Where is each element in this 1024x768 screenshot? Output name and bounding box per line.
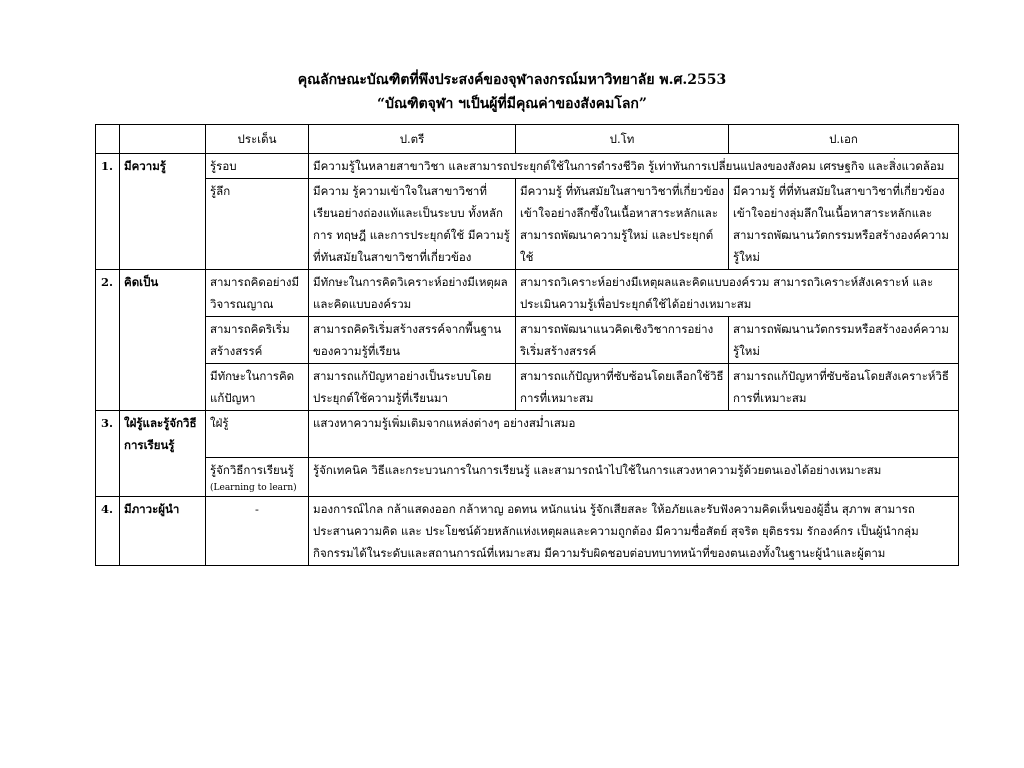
title-block (0, 68, 1024, 116)
attributes-table (95, 124, 959, 566)
table-row (96, 497, 959, 566)
doctorate-cell: สามารถพัฒนานวัตกรรมหรือสร้างองค์ความรู้ใหม่ (729, 317, 959, 364)
header-row (96, 125, 959, 154)
bachelor-cell: สามารถแก้ปัญหาอย่างเป็นระบบโดยประยุกต์ใช้ความรู้ที่เรียนมา (309, 364, 516, 411)
all-levels-cell: แสวงหาความรู้เพิ่มเติมจากแหล่งต่างๆ อย่างสม่ำเสมอ (309, 411, 959, 458)
table-row (96, 270, 959, 317)
all-levels-cell: รู้จักเทคนิค วิธีและกระบวนการในการเรียนรู้ และสามารถนำไปใช้ในการแสวงหาความรู้ด้วยตนเองได้อย่างเหมาะสม (309, 458, 959, 497)
section-number: 3. (96, 411, 120, 497)
issue-note: (Learning to learn) (210, 483, 297, 493)
bachelor-cell: มีทักษะในการคิดวิเคราะห์อย่างมีเหตุผลและคิดแบบองค์รวม (309, 270, 516, 317)
table-row (96, 154, 959, 179)
table-row (96, 179, 959, 270)
header-category-cell (120, 125, 206, 154)
issue-label: รู้จักวิธีการเรียนรู้ (210, 463, 294, 477)
section-name: มีภาวะผู้นำ (120, 497, 206, 566)
issue-cell: - (206, 497, 309, 566)
bachelor-cell: มีความ รู้ความเข้าใจในสาขาวิชาที่เรียนอย่างถ่องแท้และเป็นระบบ ทั้งหลักการ ทฤษฎี และการประยุกต์ใช้ มีความรู้ที่ทันสมัยในสาขาวิชาที่เกี่ยวข้อง (309, 179, 516, 270)
master-cell: สามารถพัฒนาแนวคิดเชิงวิชาการอย่างริเริ่มสร้างสรรค์ (516, 317, 729, 364)
doctorate-cell: มีความรู้ ที่ที่ทันสมัยในสาขาวิชาที่เกี่ยวข้อง เข้าใจอย่างลุ่มลึกในเนื้อหาสาระหลักและสามารถพัฒนานวัตกรรมหรือสร้างองค์ความรู้ใหม่ (729, 179, 959, 270)
header-num-cell (96, 125, 120, 154)
all-levels-cell: มองการณ์ไกล กล้าแสดงออก กล้าหาญ อดทน หนักแน่น รู้จักเสียสละ ให้อภัยและรับฟังความคิดเห็นของผู้อื่น สุภาพ สามารถประสานความคิด และ ประโยชน์ด้วยหลักแห่งเหตุผลและความถูกต้อง มีความซื่อสัตย์ สุจริต ยุติธรรม รักองค์กร เป็นผู้นำกลุ่มกิจกรรมได้ในระดับและสถานการณ์ที่เหมาะสม มีความรับผิดชอบต่อบทบาทหน้าที่ของตนเองทั้งในฐานะผู้นำและผู้ตาม (309, 497, 959, 566)
document-subtitle: “บัณฑิตจุฬา ฯเป็นผู้ที่มีคุณค่าของสังคมโลก” (377, 96, 647, 112)
bachelor-cell: สามารถคิดริเริ่มสร้างสรรค์จากพื้นฐานของความรู้ที่เรียน (309, 317, 516, 364)
issue-cell: มีทักษะในการคิดแก้ปัญหา (206, 364, 309, 411)
all-levels-cell: มีความรู้ในหลายสาขาวิชา และสามารถประยุกต์ใช้ในการดำรงชีวิต รู้เท่าทันการเปลี่ยนแปลงของสังคม เศรษฐกิจ และสิ่งแวดล้อม (309, 154, 959, 179)
section-name: ใฝ่รู้และรู้จักวิธีการเรียนรู้ (120, 411, 206, 497)
section-name: คิดเป็น (120, 270, 206, 411)
issue-cell: ใฝ่รู้ (206, 411, 309, 458)
issue-cell: สามารถคิดริเริ่มสร้างสรรค์ (206, 317, 309, 364)
section-number: 2. (96, 270, 120, 411)
header-doctorate: ป.เอก (729, 125, 959, 154)
table-row (96, 364, 959, 411)
table-row (96, 317, 959, 364)
header-issue: ประเด็น (206, 125, 309, 154)
issue-cell (206, 458, 309, 497)
issue-cell: รู้ลึก (206, 179, 309, 270)
section-name: มีความรู้ (120, 154, 206, 270)
table-row (96, 411, 959, 458)
graduate-levels-cell: สามารถวิเคราะห์อย่างมีเหตุผลและคิดแบบองค์รวม สามารถวิเคราะห์สังเคราะห์ และประเมินความรู้เพื่อประยุกต์ใช้ได้อย่างเหมาะสม (516, 270, 959, 317)
document-title: คุณลักษณะบัณฑิตที่พึงประสงค์ของจุฬาลงกรณ์มหาวิทยาลัย พ.ศ.2553 (297, 72, 727, 88)
header-bachelor: ป.ตรี (309, 125, 516, 154)
section-number: 4. (96, 497, 120, 566)
issue-cell: สามารถคิดอย่างมีวิจารณญาณ (206, 270, 309, 317)
section-number: 1. (96, 154, 120, 270)
doctorate-cell: สามารถแก้ปัญหาที่ซับซ้อนโดยสังเคราะห์วิธีการที่เหมาะสม (729, 364, 959, 411)
master-cell: มีความรู้ ที่ทันสมัยในสาขาวิชาที่เกี่ยวข้อง เข้าใจอย่างลึกซึ้งในเนื้อหาสาระหลักและสามารถพัฒนาความรู้ใหม่ และประยุกต์ใช้ (516, 179, 729, 270)
issue-cell: รู้รอบ (206, 154, 309, 179)
master-cell: สามารถแก้ปัญหาที่ซับซ้อนโดยเลือกใช้วิธีการที่เหมาะสม (516, 364, 729, 411)
table-row (96, 458, 959, 497)
header-master: ป.โท (516, 125, 729, 154)
